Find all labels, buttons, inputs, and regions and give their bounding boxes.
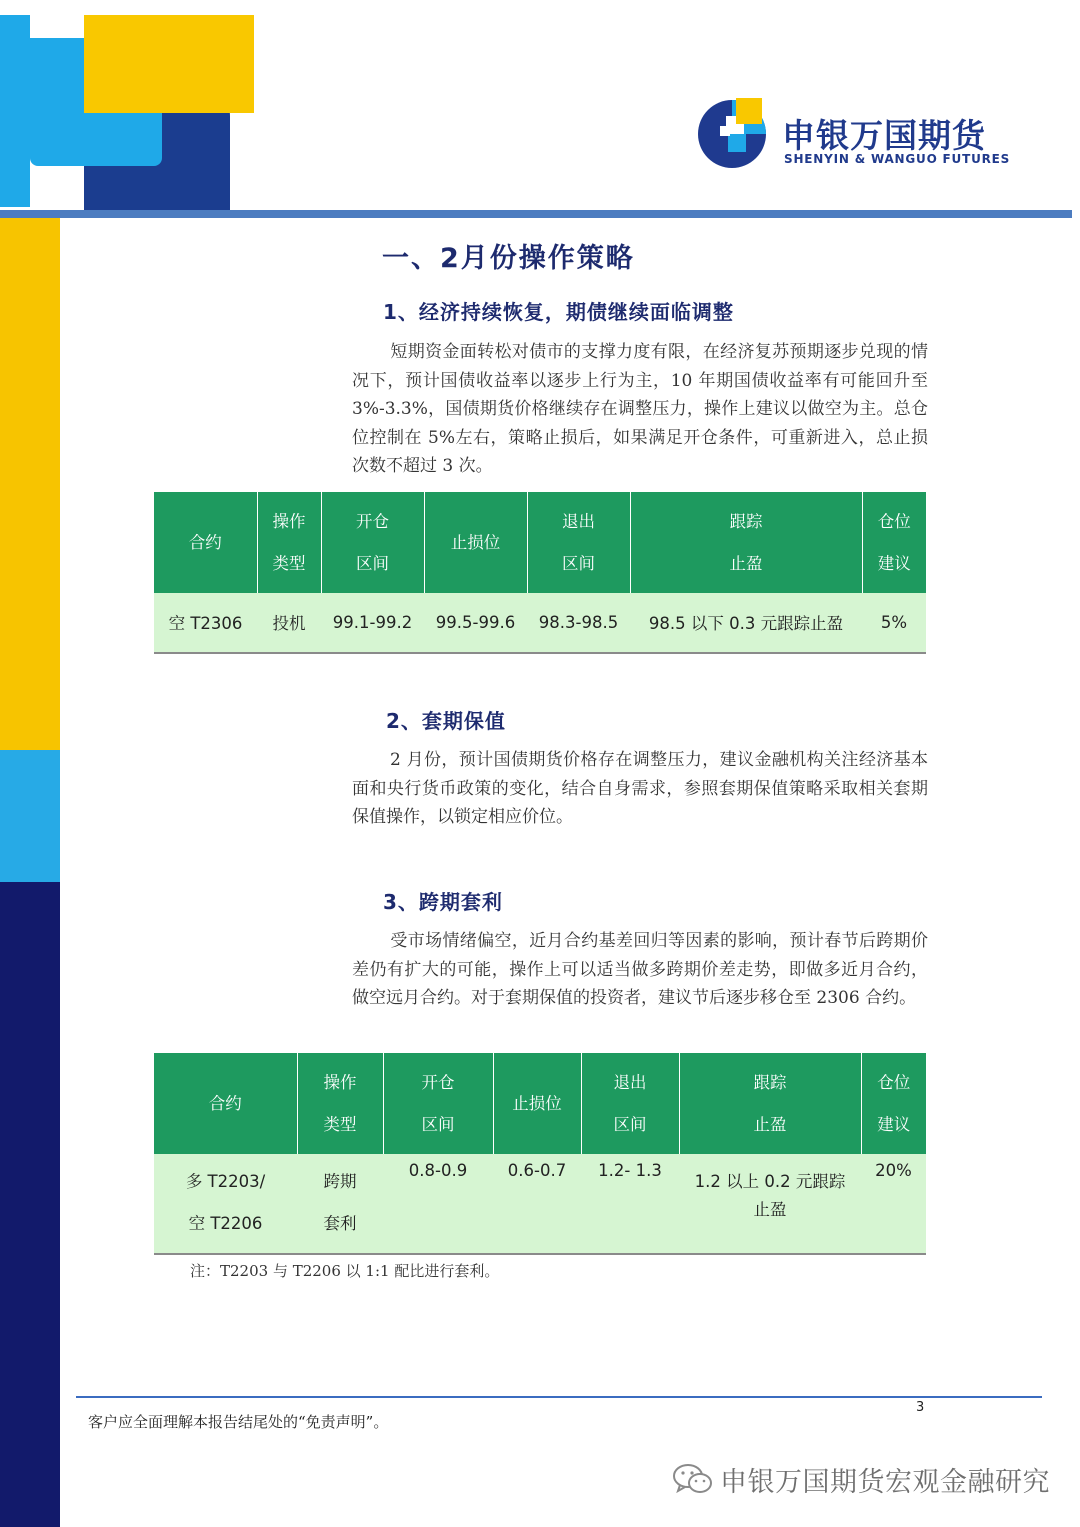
header-text: 开仓 [421, 1072, 455, 1092]
header-text: 止损位 [512, 1093, 562, 1113]
header-text: 类型 [323, 1114, 357, 1134]
cell-text: 99.5-99.6 [435, 612, 516, 632]
brand-name-cn: 申银万国期货 [782, 116, 986, 155]
header-text: 区间 [613, 1114, 647, 1134]
table-header-cell [383, 1054, 493, 1154]
header-text: 操作 [272, 511, 306, 531]
header-text: 区间 [356, 553, 389, 573]
subsection-paragraph-1 [352, 338, 928, 481]
header-text: 退出 [562, 511, 595, 531]
header-text: 区间 [562, 553, 595, 573]
subsection-heading-2: 2、套期保值 [386, 709, 506, 733]
side-stripe-yellow [0, 218, 60, 750]
cell-text: 投机 [272, 614, 306, 633]
table-cell [861, 1154, 926, 1254]
header-decoration-blue-bar [0, 15, 30, 207]
header-text: 跟踪 [729, 511, 763, 531]
table-cell [297, 1154, 383, 1254]
table-note: 注：T2203 与 T2206 以 1:1 配比进行套利。 [190, 1262, 500, 1280]
header-text: 合约 [188, 532, 222, 552]
table-header-cell [527, 493, 630, 593]
table-header-cell [581, 1054, 679, 1154]
header-text: 开仓 [356, 511, 389, 531]
shenyin-logo-mark-icon [696, 96, 770, 170]
header-text: 退出 [613, 1072, 647, 1092]
table-cell [862, 593, 926, 653]
table-header-cell [257, 493, 321, 593]
section-title: 一、2月份操作策略 [382, 243, 635, 274]
subsection-paragraph-2 [352, 746, 928, 832]
cell-text: 98.3-98.5 [538, 612, 619, 632]
table-cell [383, 1154, 493, 1254]
side-stripe-navy [0, 882, 60, 1527]
subsection-heading-1: 1、经济持续恢复，期债继续面临调整 [383, 300, 734, 324]
header-text: 止盈 [729, 553, 763, 573]
strategy-table-calendar-spread [154, 1053, 926, 1255]
cell-text: 0.8-0.9 [408, 1160, 468, 1180]
header-text: 类型 [272, 553, 306, 573]
header-text: 操作 [323, 1072, 357, 1092]
brand-name-en: SHENYIN & WANGUO FUTURES [784, 152, 1011, 166]
cell-text: 98.5 以下 0.3 元跟踪止盈 [648, 614, 844, 633]
table-cell [154, 593, 257, 653]
table-cell [257, 593, 321, 653]
header-text: 合约 [208, 1093, 242, 1113]
table-header-cell [630, 493, 862, 593]
cell-text: 多 T2203/ [185, 1171, 266, 1191]
table-cell [527, 593, 630, 653]
subsection-heading-3: 3、跨期套利 [383, 890, 503, 914]
table-cell [321, 593, 424, 653]
footer-disclaimer: 客户应全面理解本报告结尾处的“免责声明”。 [88, 1413, 389, 1431]
header-text: 仓位 [877, 1072, 911, 1092]
header-text: 止损位 [450, 532, 501, 552]
header-text: 仓位 [877, 511, 911, 531]
table-row [154, 1154, 926, 1254]
watermark-text: 申银万国期货宏观金融研究 [720, 1467, 1050, 1498]
table-header-cell [861, 1054, 926, 1154]
table-cell [679, 1154, 861, 1254]
table-header-cell [154, 1054, 297, 1154]
table-header-row [154, 1054, 926, 1154]
table-row [154, 593, 926, 653]
table-cell [493, 1154, 581, 1254]
cell-text: 1.2 以上 0.2 元跟踪 [694, 1171, 846, 1191]
table-header-cell [424, 493, 527, 593]
header-text: 区间 [421, 1114, 455, 1134]
strategy-table-speculation [154, 492, 926, 654]
cell-text: 止盈 [753, 1199, 787, 1219]
cell-text: 跨期 [323, 1171, 357, 1191]
cell-text: 空 T2306 [168, 614, 243, 633]
paragraph-text: 2 月份，预计国债期货价格存在调整压力，建议金融机构关注经济基本面和央行货币政策的变化，结合自身需求，参照套期保值策略采取相关套期保值操作，以锁定相应价位。 [352, 750, 928, 827]
table-header-cell [493, 1054, 581, 1154]
header-text: 建议 [877, 553, 911, 573]
header-text: 跟踪 [753, 1072, 787, 1092]
header-text: 建议 [877, 1114, 911, 1134]
footer-divider [76, 1396, 1042, 1398]
paragraph-text: 短期资金面转松对债市的支撑力度有限，在经济复苏预期逐步兑现的情况下，预计国债收益率以逐步上行为主，10 年期国债收益率有可能回升至 3%-3.3%，国债期货价格继续存在调整压力，操作上建议以做空为主。总仓位控制在 5%左右，策略止损后，如果满足开仓条件，可重新进入，总止损次数不超过 3 次。 [352, 342, 928, 476]
cell-text: 5% [880, 612, 908, 632]
table-header-cell [321, 493, 424, 593]
brand-logo [696, 96, 1011, 172]
header-divider [0, 210, 1072, 218]
cell-text: 99.1-99.2 [332, 612, 413, 632]
table-cell [154, 1154, 297, 1254]
table-cell [630, 593, 862, 653]
page-number: 3 [916, 1400, 925, 1415]
table-cell [424, 593, 527, 653]
table-header-cell [154, 493, 257, 593]
cell-text: 0.6-0.7 [507, 1160, 567, 1180]
subsection-paragraph-3 [352, 927, 928, 1013]
header-decoration-yellow-block [84, 15, 254, 113]
cell-text: 1.2- 1.3 [598, 1160, 662, 1180]
cell-text: 套利 [323, 1213, 357, 1233]
cell-text: 空 T2206 [188, 1213, 263, 1233]
paragraph-text: 受市场情绪偏空，近月合约基差回归等因素的影响，预计春节后跨期价差仍有扩大的可能，操作上可以适当做多跨期价差走势，即做多近月合约，做空远月合约。对于套期保值的投资者，建议节后逐步移仓至 2306 合约。 [352, 931, 928, 1008]
side-stripe-blue [0, 750, 60, 882]
table-header-cell [679, 1054, 861, 1154]
table-cell [581, 1154, 679, 1254]
table-header-cell [297, 1054, 383, 1154]
wechat-icon [672, 1462, 714, 1496]
header-text: 止盈 [753, 1114, 787, 1134]
table-header-row [154, 493, 926, 593]
cell-text: 20% [875, 1160, 912, 1180]
table-header-cell [862, 493, 926, 593]
